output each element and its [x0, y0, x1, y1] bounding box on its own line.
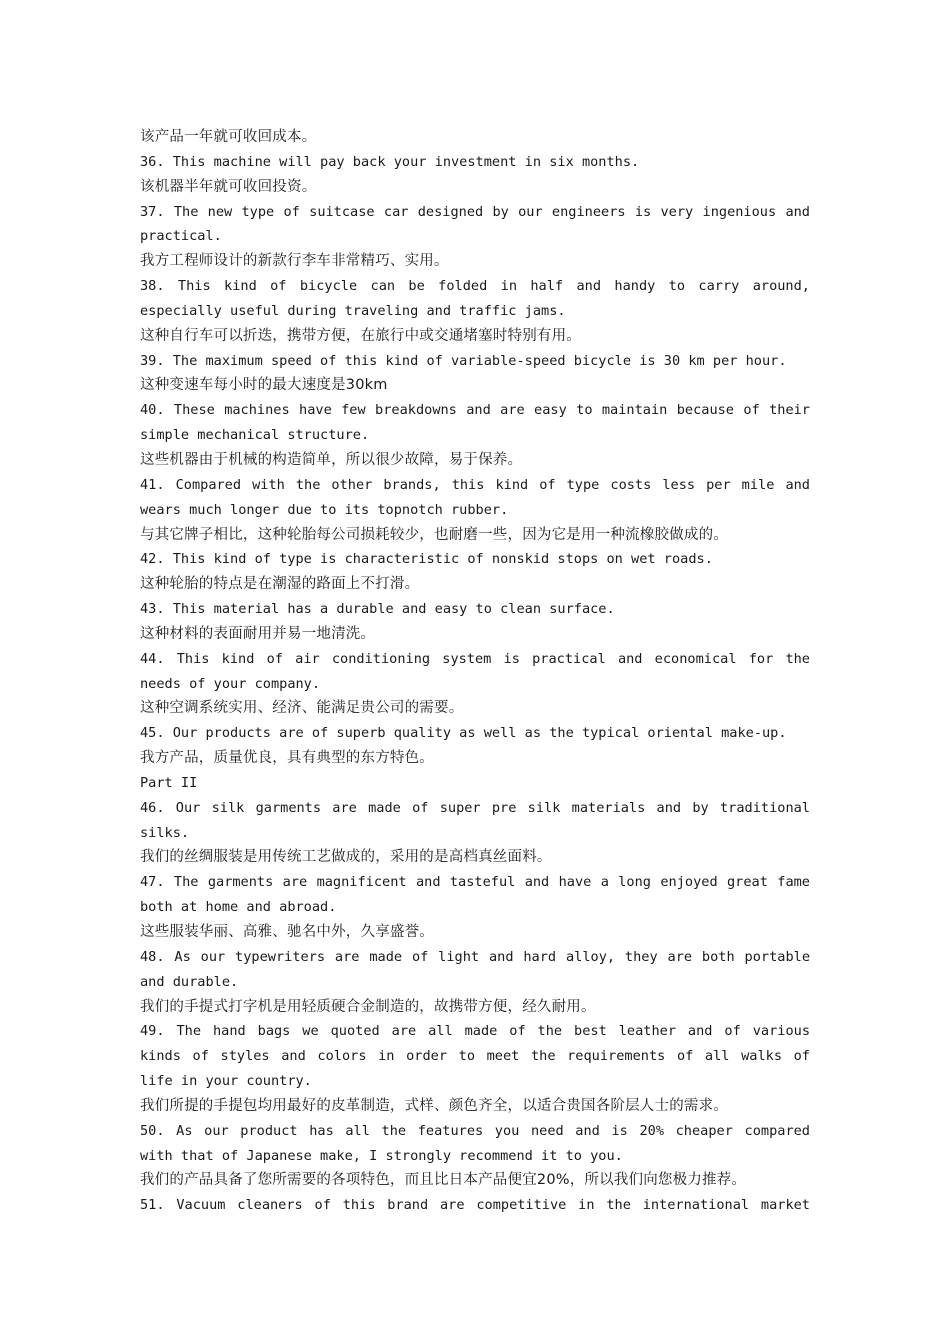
chinese-translation-line: 该产品一年就可收回成本。 [140, 129, 317, 145]
english-text-line: silks. [140, 824, 190, 841]
english-text-line: 41. Compared with the other brands, this kind of type costs less per mile and [140, 476, 810, 493]
chinese-translation-line: 这种空调系统实用、经济、能满足贵公司的需要。 [140, 700, 464, 717]
english-text-line: 39. The maximum speed of this kind of variable-speed bicycle is 30 km per hour. [140, 352, 787, 369]
chinese-translation-line: 这种轮胎的特点是在潮湿的路面上不打滑。 [140, 576, 420, 593]
chinese-translation-line: 这种变速车每小时的最大速度是30km [140, 377, 388, 394]
english-text-line: 42. This kind of type is characteristic of nonskid stops on wet roads. [140, 551, 713, 568]
english-text-line: with that of Japanese make, I strongly recommend it to you. [140, 1147, 623, 1164]
english-text-line: 45. Our products are of superb quality as well as the typical oriental make-up. [140, 725, 787, 742]
english-text-line: 40. These machines have few breakdowns and are easy to maintain because of their [140, 402, 810, 419]
chinese-translation-line: 该机器半年就可收回投资。 [140, 178, 317, 195]
english-text-line: 36. This machine will pay back your investment in six months. [140, 153, 640, 170]
chinese-translation-line: 与其它牌子相比，这种轮胎每公司损耗较少，也耐磨一些，因为它是用一种流橡胶做成的。 [140, 526, 728, 543]
english-text-line: both at home and abroad. [140, 899, 337, 916]
document-body [140, 125, 810, 1218]
english-text-line: Part II [140, 774, 198, 791]
english-text-line: 37. The new type of suitcase car designed by our engineers is very ingenious and [140, 203, 810, 220]
english-text-line: 44. This kind of air conditioning system is practical and economical for the [140, 650, 810, 667]
english-text-line: kinds of styles and colors in order to meet the requirements of all walks of [140, 1048, 810, 1065]
english-text-line: especially useful during traveling and traffic jams. [140, 302, 566, 319]
chinese-translation-line: 我们所提的手提包均用最好的皮革制造，式样、颜色齐全，以适合贵国各阶层人士的需求。 [140, 1097, 728, 1114]
english-text-line: 48. As our typewriters are made of light and hard alloy, they are both portable [140, 948, 810, 965]
english-text-line: 38. This kind of bicycle can be folded in half and handy to carry around, [140, 278, 810, 295]
chinese-translation-line: 这些机器由于机械的构造简单，所以很少故障，易于保养。 [140, 451, 523, 468]
chinese-translation-line: 我方工程师设计的新款行李车非常精巧、实用。 [140, 253, 449, 270]
chinese-translation-line: 这种材料的表面耐用并易一地清洗。 [140, 625, 376, 642]
chinese-translation-line: 我们的手提式打字机是用轻质硬合金制造的，故携带方便，经久耐用。 [140, 998, 596, 1015]
english-text-line: and durable. [140, 973, 239, 990]
english-text-line: 50. As our product has all the features you need and is 20% cheaper compared [140, 1122, 810, 1139]
chinese-translation-line: 我们的产品具备了您所需要的各项特色，而且比日本产品便宜20%，所以我们向您极力推荐。 [140, 1172, 747, 1189]
english-text-line: 43. This material has a durable and easy to clean surface. [140, 601, 615, 618]
english-text-line: 47. The garments are magnificent and tasteful and have a long enjoyed great fame [140, 874, 810, 891]
english-text-line: practical. [140, 228, 222, 245]
english-text-line: 46. Our silk garments are made of super pre silk materials and by traditional [140, 799, 810, 816]
english-text-line: wears much longer due to its topnotch rubber. [140, 501, 509, 518]
english-text-line: 49. The hand bags we quoted are all made of the best leather and of various [140, 1023, 810, 1040]
chinese-translation-line: 我们的丝绸服装是用传统工艺做成的，采用的是高档真丝面料。 [140, 849, 552, 866]
english-text-line: simple mechanical structure. [140, 427, 370, 444]
chinese-translation-line: 这些服装华丽、高雅、驰名中外，久享盛誉。 [140, 924, 434, 940]
english-text-line: 51. Vacuum cleaners of this brand are competitive in the international market [140, 1197, 810, 1214]
english-text-line: life in your country. [140, 1073, 312, 1090]
english-text-line: needs of your company. [140, 675, 321, 692]
chinese-translation-line: 我方产品，质量优良，具有典型的东方特色。 [140, 750, 434, 767]
chinese-translation-line: 这种自行车可以折迭，携带方便，在旅行中或交通堵塞时特别有用。 [140, 327, 581, 344]
